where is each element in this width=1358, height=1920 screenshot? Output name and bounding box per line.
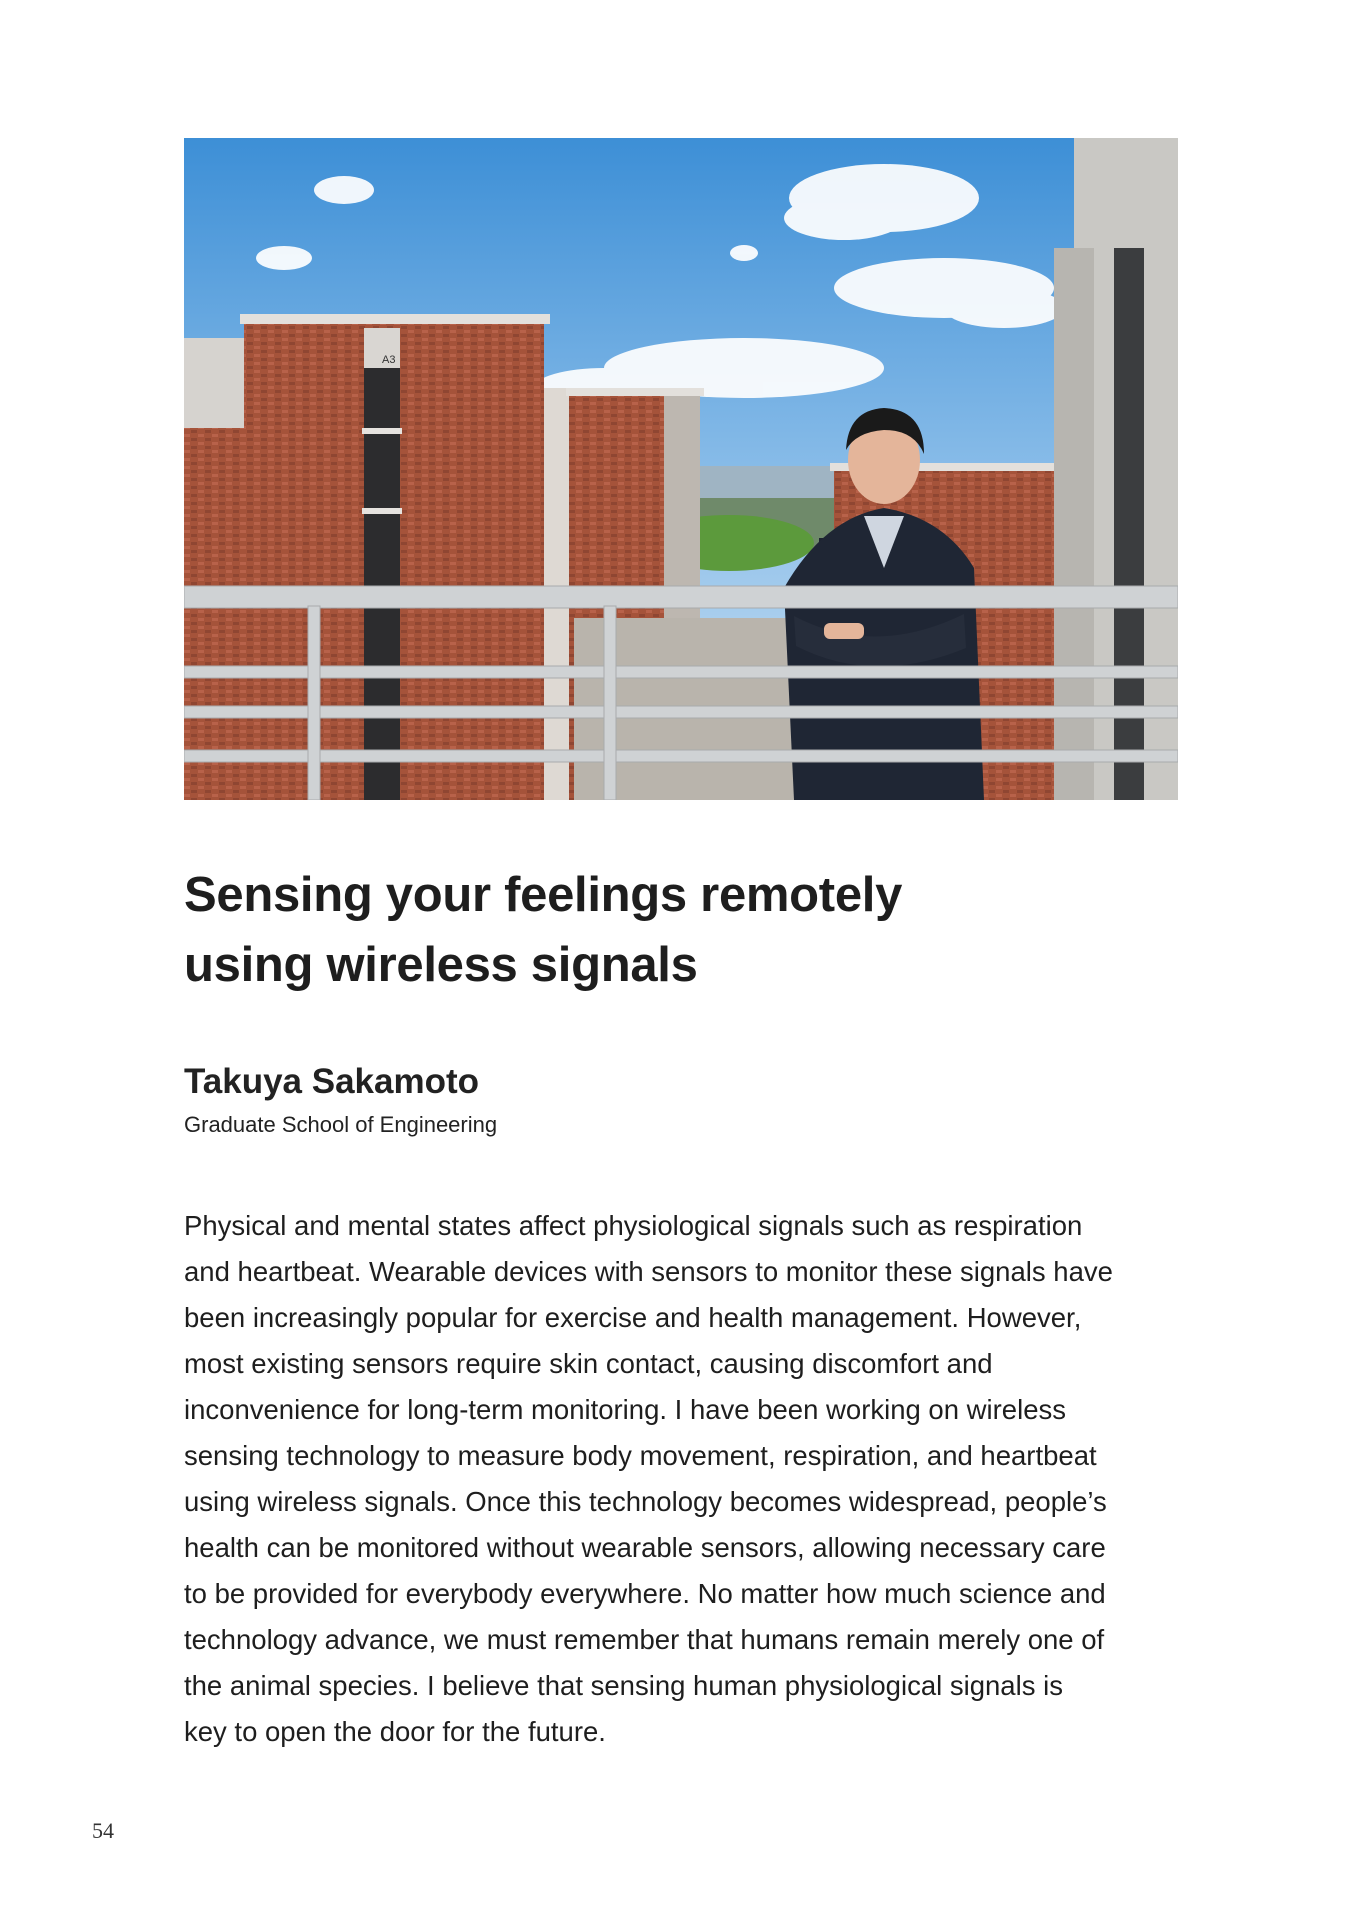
author-name: Takuya Sakamoto (184, 1062, 480, 1101)
page-number: 54 (92, 1818, 114, 1843)
body-line: sensing technology to measure body movement, respiration, and heartbeat (184, 1440, 1097, 1471)
body-line: using wireless signals. Once this technology becomes widespread, people’s (184, 1486, 1107, 1517)
author-affiliation: Graduate School of Engineering (184, 1112, 498, 1137)
title-line: Sensing your feelings remotely (184, 868, 903, 922)
article-body (184, 1203, 1184, 1755)
body-line: health can be monitored without wearable sensors, allowing necessary care (184, 1532, 1106, 1563)
body-line: key to open the door for the future. (184, 1716, 606, 1747)
portrait-photo (184, 138, 1178, 800)
body-line: inconvenience for long-term monitoring. I have been working on wireless (184, 1394, 1066, 1425)
body-line: and heartbeat. Wearable devices with sensors to monitor these signals have (184, 1256, 1113, 1287)
building-label: A3 (382, 354, 396, 366)
body-line: most existing sensors require skin contact, causing discomfort and (184, 1348, 993, 1379)
article-title (184, 860, 1178, 1000)
title-line: using wireless signals (184, 938, 698, 992)
body-line: technology advance, we must remember that humans remain merely one of (184, 1624, 1105, 1655)
body-line: the animal species. I believe that sensing human physiological signals is (184, 1670, 1063, 1701)
body-line: Physical and mental states affect physiological signals such as respiration (184, 1210, 1083, 1241)
body-line: been increasingly popular for exercise and health management. However, (184, 1302, 1082, 1333)
body-line: to be provided for everybody everywhere. No matter how much science and (184, 1578, 1106, 1609)
